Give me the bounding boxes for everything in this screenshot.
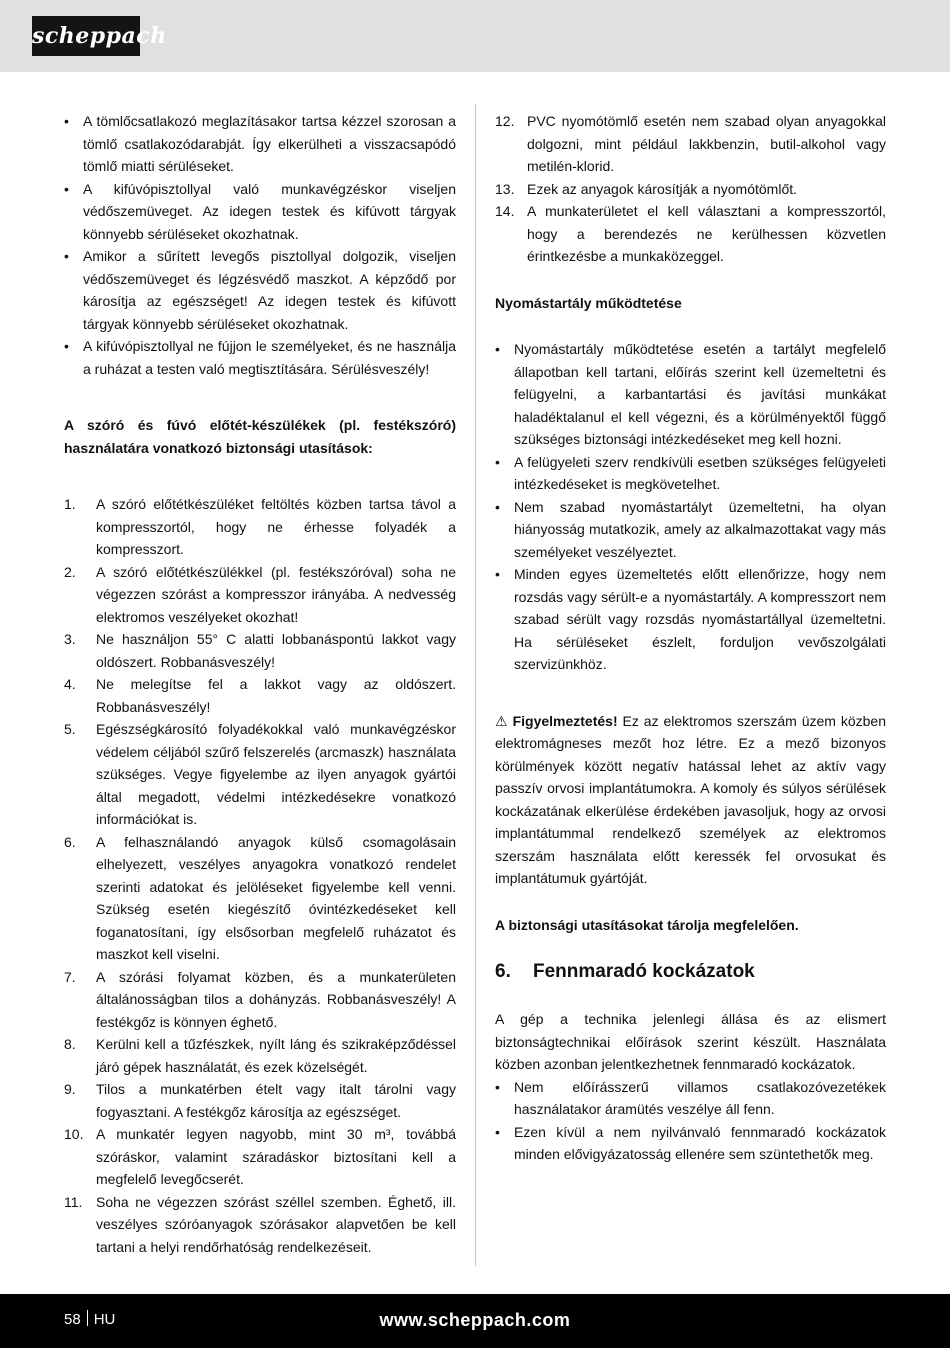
item-number: 6. bbox=[64, 833, 76, 850]
residual-risk-paragraph: A gép a technika jelenlegi állása és az elismert biztonságtechnikai előírások szerint készült. Használata közben azonban jelentkezhetnek fennmaradó kockázatok. bbox=[495, 1011, 886, 1072]
item-text: Egészségkárosító folyadékokkal való munkavégzéskor védelem céljából szűrő felszerelés (arcmaszk) használata szükséges. Vegye figyelembe az ilyen anyagok gyártói által megadott, védelmi intézkedésekre vonatkozó információkat is. bbox=[96, 721, 456, 827]
item-number: 11. bbox=[64, 1193, 83, 1210]
item-text: Ne használjon 55° C alatti lobbanáspontú lakkot vagy oldószert. Robbanásveszély! bbox=[96, 631, 456, 670]
item-number: 4. bbox=[64, 676, 76, 692]
spray-numbered-list bbox=[64, 493, 456, 1258]
item-text: A szórási folyamat közben, és a munkaterületen általánosságban tilos a dohányzás. Robbanásveszély! A festékgőz is könnyen éghető. bbox=[96, 968, 456, 1030]
residual-risk-bullets bbox=[495, 1076, 886, 1166]
item-text: Ezek az anyagok károsítják a nyomótömlőt. bbox=[527, 180, 798, 197]
footer-bar bbox=[0, 1294, 950, 1348]
list-item: • A tömlőcsatlakozó meglazításakor tartsa kézzel szorosan a tömlő csatlakozódarabját. Így elkerülheti a visszacsapódó tömlő miatti sérüléseket. bbox=[64, 110, 456, 178]
list-item bbox=[495, 178, 886, 201]
item-number: 1. bbox=[64, 496, 76, 512]
list-item: • Nyomástartály működtetése esetén a tartályt megfelelő állapotban kell tartani, előírás szerint kell üzemeltetni és felügyelni, a karbantartási és javítási munkákat haladéktalanul el kell végezni, és a körülményektől függő szükséges biztonsági intézkedéseket meg kell hozni. bbox=[495, 338, 886, 451]
item-text: A szóró előtétkészülékkel (pl. festékszóróval) soha ne végezzen szórást a kompresszor irányába. A nedvesség elektromos veszélyeket okozhat! bbox=[96, 563, 456, 625]
item-number: 14. bbox=[495, 203, 515, 219]
item-number: 5. bbox=[64, 721, 76, 737]
list-item: • Nem szabad nyomástartályt üzemeltetni, ha olyan hiányosság mutatkozik, amely az alkalmazottakat vagy más személyeket veszélyeztet. bbox=[495, 496, 886, 564]
item-text: Tilos a munkatérben ételt vagy italt tárolni vagy fogyasztani. A festékgőz károsítja az egészséget. bbox=[96, 1081, 456, 1120]
chapter-title: Fennmaradó kockázatok bbox=[533, 961, 755, 982]
item-number: 7. bbox=[64, 968, 76, 985]
emf-warning bbox=[495, 710, 886, 890]
item-number: 12. bbox=[495, 113, 515, 129]
item-text: PVC nyomótömlő esetén nem szabad olyan anyagokkal dolgozni, mint például lakkbenzin, butil-alkohol vagy metilén-klorid. bbox=[527, 113, 886, 174]
warning-title: Figyelmeztetés! bbox=[512, 712, 618, 729]
list-item bbox=[64, 718, 456, 831]
item-text: A szóró előtétkészüléket feltöltés közben tartsa távol a kompresszortól, hogy ne érhesse folyadék a kompresszort. bbox=[96, 496, 456, 557]
item-text: A felhasználandó anyagok külső csomagolásain elhelyezett, veszélyes anyagokra vonatkozó rendelet szerinti adatokat és jelöléseket figyelembe kell venni. Szükség esetén kiegészítő óvintézkedéseket kell foganatosítani, így elsősorban megfelelő ruházatot és maszkot kell viselni. bbox=[96, 833, 456, 962]
tank-bullet-list bbox=[495, 338, 886, 676]
list-item bbox=[495, 110, 886, 178]
warning-triangle-icon: ⚠ bbox=[495, 712, 509, 729]
chapter-heading bbox=[495, 960, 886, 984]
item-number: 2. bbox=[64, 563, 76, 580]
warning-text: Ez az elektromos szerszám üzem közben elektromágneses mezőt hoz létre. Ez a mező bizonyos körülmények között negatív hatással lehet az aktív vagy passzív orvosi implantátumokra. A komoly és súlyos sérülések kockázatának elkerülése érdekében javasoljuk, hogy az orvosi implantátummal rendelkező személyek az elektromos szerszám használata előtt keressék fel orvosukat és implantátumuk gyártóját. bbox=[495, 712, 886, 886]
list-item bbox=[64, 966, 456, 1034]
scheppach-logo: scheppach bbox=[32, 16, 140, 56]
right-column bbox=[495, 110, 886, 1166]
list-item bbox=[64, 1078, 456, 1123]
item-number: 8. bbox=[64, 1036, 76, 1052]
page-number: 58 bbox=[64, 1311, 81, 1328]
item-number: 13. bbox=[495, 180, 515, 197]
list-item bbox=[64, 628, 456, 673]
list-item bbox=[64, 1033, 456, 1078]
list-item: • Nem előírásszerű villamos csatlakozóvezetékek használatakor áramütés veszélye áll fenn. bbox=[495, 1076, 886, 1121]
list-item bbox=[495, 200, 886, 268]
list-item: • A kifúvópisztollyal való munkavégzéskor viseljen védőszemüveget. Az idegen testek és kifúvott tárgyak könnyebb sérüléseket okozhatnak. bbox=[64, 178, 456, 246]
item-number: 3. bbox=[64, 631, 76, 647]
item-text: Soha ne végezzen szórást széllel szemben. Éghető, ill. veszélyes szóróanyagok szórásakor alapvetően be kell tartani a helyi rendőrhatóság rendelkezéseit. bbox=[96, 1193, 456, 1255]
column-divider bbox=[475, 104, 476, 1266]
item-number: 9. bbox=[64, 1081, 76, 1097]
item-text: A munkatér legyen nagyobb, mint 30 m³, továbbá szóráskor, valamint száradáskor biztosítani kell a megfelelő levegőcserét. bbox=[96, 1126, 456, 1187]
item-number: 10. bbox=[64, 1126, 84, 1142]
safety-bullet-list bbox=[64, 110, 456, 380]
left-column bbox=[64, 110, 456, 1258]
list-item bbox=[64, 561, 456, 629]
item-text: A munkaterületet el kell választani a kompresszortól, hogy a berendezés ne kerülhessen közvetlen érintkezésbe a munkaközeggel. bbox=[527, 203, 886, 264]
list-item bbox=[64, 493, 456, 561]
list-item bbox=[64, 673, 456, 718]
list-item bbox=[64, 1123, 456, 1191]
storage-note: A biztonsági utasításokat tárolja megfelelően. bbox=[495, 916, 799, 933]
website-link[interactable]: www.scheppach.com bbox=[379, 1310, 571, 1330]
item-text: Ne melegítse fel a lakkot vagy az oldószert. Robbanásveszély! bbox=[96, 676, 456, 715]
list-item bbox=[64, 1191, 456, 1259]
list-item: • Amikor a sűrített levegős pisztollyal dolgozik, viseljen védőszemüveget és légzésvédő maszkot. A képződő por károsítja az egészséget! Az idegen testek és kifúvott tárgyak könnyebb sérüléseket okozhatnak. bbox=[64, 245, 456, 335]
list-item bbox=[64, 831, 456, 966]
item-text: Kerülni kell a tűzfészkek, nyílt láng és szikraképződéssel járó gépek használatát, és ezek közelségét. bbox=[96, 1036, 456, 1075]
list-item: • Minden egyes üzemeltetés előtt ellenőrizze, hogy nem rozsdás vagy sérült-e a nyomástartály. A kompresszort nem szabad sérült vagy rozsdás nyomástartállyal üzemeltetni. Ha sérüléseket észlelt, forduljon vevőszolgálati szervizünkhöz. bbox=[495, 563, 886, 676]
chapter-number: 6. bbox=[495, 961, 511, 982]
language-code: HU bbox=[93, 1311, 116, 1328]
list-item: • A felügyeleti szerv rendkívüli esetben szükséges felügyeleti intézkedéseket is megkövetelhet. bbox=[495, 451, 886, 496]
list-item: • Ezen kívül a nem nyilvánvaló fennmaradó kockázatok minden elővigyázatosság ellenére sem szüntethetők meg. bbox=[495, 1121, 886, 1166]
spray-section-heading: A szóró és fúvó előtét-készülékek (pl. festékszóró) használatára vonatkozó biztonsági utasítások: bbox=[64, 417, 456, 456]
header-bar bbox=[0, 0, 950, 72]
spray-numbered-list-continued bbox=[495, 110, 886, 268]
tank-section-heading: Nyomástartály működtetése bbox=[495, 294, 682, 311]
list-item: • A kifúvópisztollyal ne fújjon le személyeket, és ne használja a ruházat a testen való megtisztítására. Sérülésveszély! bbox=[64, 335, 456, 380]
